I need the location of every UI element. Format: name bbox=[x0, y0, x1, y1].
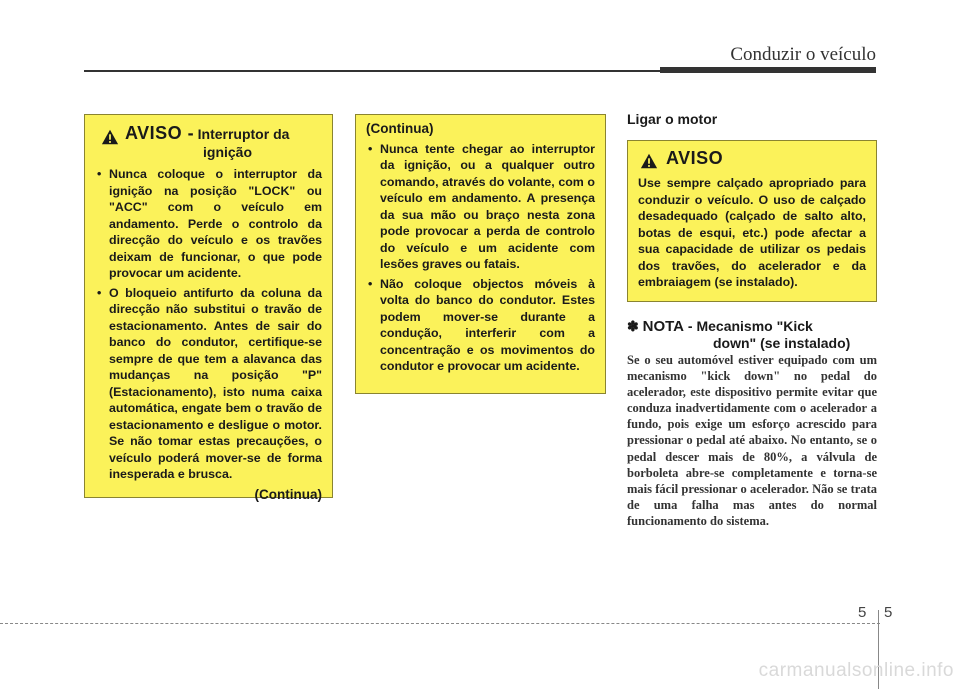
warning-word: AVISO - bbox=[125, 123, 195, 143]
header-title: Conduzir o veículo bbox=[730, 44, 876, 65]
warning-subtitle-1: Interruptor da bbox=[197, 126, 290, 142]
footer-dashed-rule bbox=[0, 623, 880, 624]
chapter-number: 5 bbox=[858, 604, 867, 621]
page-number: 5 bbox=[884, 604, 893, 621]
warning-heading bbox=[95, 125, 322, 160]
warning-bullet: • Nunca tente chegar ao interruptor da ignição, ou a qualquer outro comando, através do volante, com o veículo em andamento. A presença da sua mão ou braço nesta zona pode provocar a perda de controlo do veículo e um acidente com lesões graves ou fatais. bbox=[366, 141, 595, 273]
continua-label: (Continua) bbox=[254, 486, 322, 502]
warning-box-continued bbox=[355, 114, 606, 394]
warning-box-ignition bbox=[84, 114, 333, 502]
nota-star-icon: ✽ bbox=[627, 318, 639, 334]
warning-text: Use sempre calçado apropriado para conduzir o veículo. O uso de calçado desadequado (calçado de salto alto, botas de esqui, etc.) pode afectar a sua capacidade de utilizar os pedais dos travões, do acelerador e da embraiagem (se instalado). bbox=[638, 176, 866, 289]
nota-title-line1: - Mecanismo "Kick bbox=[687, 318, 813, 334]
nota-body: Se o seu automóvel estiver equipado com um mecanismo "kick down" no pedal do acelerador, este dispositivo permite evitar que conduza inadvertidamente com o acelerador a fundo, pois exige um esforço acrescido para pressionar o pedal até abaixo. No entanto, se o pedal descer mais de 80%, a válvula de borboleta abre-se completamente e torna-se mais fácil pressionar o acelerador. Não se trata de uma falha mas antes do normal funcionamento do sistema. bbox=[627, 353, 877, 528]
warning-bullet: • Não coloque objectos móveis à volta do banco do condutor. Estes podem mover-se durante a condução, interferir com a concentração e os movimentos do condutor e provocar um acidente. bbox=[366, 276, 595, 375]
warning-triangle-icon bbox=[640, 152, 658, 170]
warning-subtitle-2: ignição bbox=[203, 143, 253, 160]
warning-list bbox=[95, 166, 322, 483]
warning-triangle-icon bbox=[101, 128, 119, 146]
nota-word: NOTA bbox=[642, 318, 685, 335]
nota-title-line2: down" (se instalado) bbox=[713, 335, 851, 351]
header-rule-thick bbox=[660, 67, 876, 73]
continua-label: (Continua) bbox=[366, 121, 434, 136]
warning-bullet: • O bloqueio antifurto da coluna da direcção não substitui o travão de estacionamento. Antes de sair do banco do condutor, certifique-se sempre de que tem a alavanca das mudanças na posição "P" (Estacionamento), isto numa caixa automática, engate bem o travão de estacionamento e desligue o motor. Se não tomar estas precauções, o veículo poderá mover-se de forma inesperada e brusca. bbox=[95, 285, 322, 483]
warning-list bbox=[366, 141, 595, 375]
header-rule-thin bbox=[84, 70, 660, 72]
warning-heading bbox=[638, 150, 866, 170]
warning-box-footwear bbox=[627, 140, 877, 302]
warning-word: AVISO bbox=[666, 148, 724, 168]
watermark: carmanualsonline.info bbox=[758, 660, 954, 681]
section-title: Ligar o motor bbox=[627, 111, 718, 127]
nota-heading bbox=[627, 318, 877, 352]
warning-bullet: • Nunca coloque o interruptor da ignição na posição "LOCK" ou "ACC" com o veículo em andamento. Perde o controlo da direcção do veículo e os travões deixam de funcionar, o que pode provocar um acidente. bbox=[95, 166, 322, 282]
